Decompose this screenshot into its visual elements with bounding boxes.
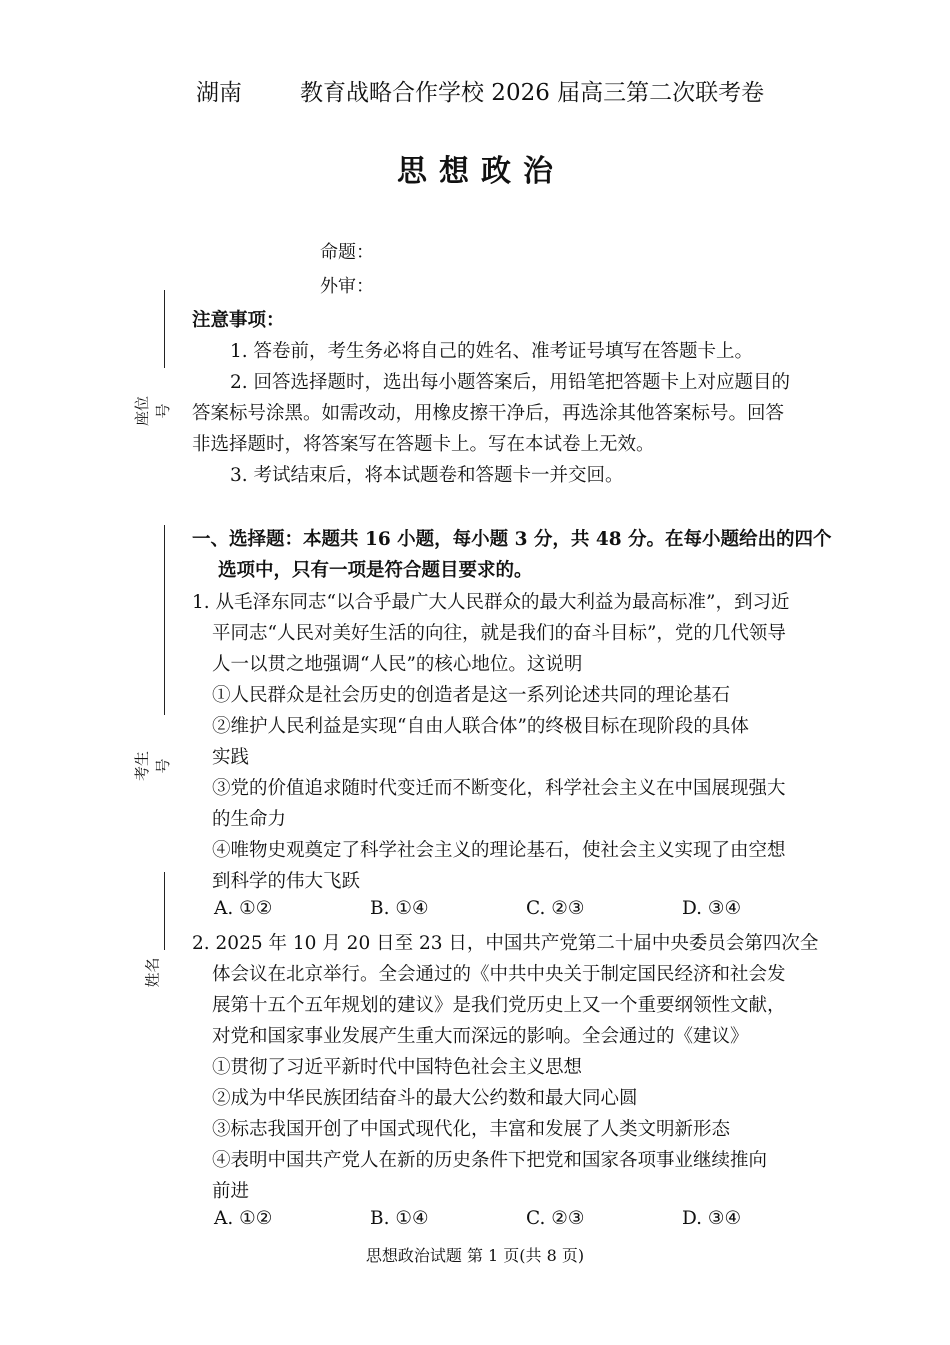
name-field	[142, 872, 172, 992]
option-c: C. ②③	[526, 898, 585, 919]
exam-title: 教育战略合作学校 2026 届高三第二次联考卷	[300, 80, 765, 106]
name-label: 姓名	[143, 957, 162, 988]
option-c: C. ②③	[526, 1208, 585, 1229]
question-stem-line: 平同志“人民对美好生活的向往，就是我们的奋斗目标”，党的几代领导	[212, 623, 786, 644]
exam-id-field-line	[164, 525, 165, 715]
question-stem-line: 人一以贯之地强调“人民”的核心地位。这说明	[212, 654, 583, 675]
section-heading: 一、选择题：本题共 16 小题，每小题 3 分，共 48 分。在每小题给出的四个	[192, 529, 832, 550]
question-stem-line: 2. 2025 年 10 月 20 日至 23 日，中国共产党第二十届中央委员会第四次全	[192, 933, 819, 954]
notice-line: 1. 答卷前，考生务必将自己的姓名、准考证号填写在答题卡上。	[230, 341, 754, 362]
notice-line: 答案标号涂黑。如需改动，用橡皮擦干净后，再选涂其他答案标号。回答	[192, 403, 785, 424]
notice-title: 注意事项：	[192, 310, 285, 331]
seat-field-line	[164, 290, 165, 368]
statement-line: ①人民群众是社会历史的创造者是这一系列论述共同的理论基石	[212, 685, 731, 706]
statement-line: 的生命力	[212, 809, 287, 830]
statement-line: ①贯彻了习近平新时代中国特色社会主义思想	[212, 1057, 583, 1078]
statement-line: ④唯物史观奠定了科学社会主义的理论基石，使社会主义实现了由空想	[212, 840, 786, 861]
notice-line: 非选择题时，将答案写在答题卡上。写在本试卷上无效。	[192, 434, 655, 455]
statement-line: ③标志我国开创了中国式现代化，丰富和发展了人类文明新形态	[212, 1119, 731, 1140]
subject-title: 思想政治	[397, 154, 565, 189]
statement-line: ③党的价值追求随时代变迁而不断变化，科学社会主义在中国展现强大	[212, 778, 786, 799]
seat-field	[133, 290, 172, 430]
statement-line: ②维护人民利益是实现“自由人联合体”的终极目标在现阶段的具体	[212, 716, 749, 737]
province-label: 湖南	[196, 80, 242, 106]
question-stem-line: 1. 从毛泽东同志“以合乎最广大人民群众的最大利益为最高标准”，到习近	[192, 592, 790, 613]
question-stem-line: 体会议在北京举行。全会通过的《中共中央关于制定国民经济和社会发	[212, 964, 786, 985]
name-field-line	[164, 872, 165, 950]
question-stem-line: 展第十五个五年规划的建议》是我们党历史上又一个重要纲领性文献，	[212, 995, 786, 1016]
page-footer: 思想政治试题 第 1 页(共 8 页)	[365, 1246, 585, 1265]
exam-header	[0, 74, 950, 104]
option-a: A. ①②	[214, 898, 273, 919]
statement-line: ④表明中国共产党人在新的历史条件下把党和国家各项事业继续推向	[212, 1150, 768, 1171]
option-d: D. ③④	[682, 898, 742, 919]
statement-line: ②成为中华民族团结奋斗的最大公约数和最大同心圆	[212, 1088, 638, 1109]
statement-line: 到科学的伟大飞跃	[212, 871, 361, 892]
section-heading-cont: 选项中，只有一项是符合题目要求的。	[218, 560, 533, 581]
option-b: B. ①④	[370, 1208, 429, 1229]
question-stem-line: 对党和国家事业发展产生重大而深远的影响。全会通过的《建议》	[212, 1026, 749, 1047]
notice-line: 3. 考试结束后，将本试题卷和答题卡一并交回。	[230, 465, 624, 486]
option-a: A. ①②	[214, 1208, 273, 1229]
notice-line: 2. 回答选择题时，选出每小题答案后，用铅笔把答题卡上对应题目的	[230, 372, 791, 393]
reviewer-label: 外审：	[320, 276, 374, 297]
seat-label: 座位号	[133, 396, 172, 427]
option-b: B. ①④	[370, 898, 429, 919]
option-d: D. ③④	[682, 1208, 742, 1229]
statement-line: 实践	[212, 747, 250, 768]
setter-label: 命题：	[320, 242, 374, 263]
statement-line: 前进	[212, 1181, 250, 1202]
exam-id-label: 考生号	[133, 751, 172, 782]
exam-id-field	[133, 525, 172, 795]
